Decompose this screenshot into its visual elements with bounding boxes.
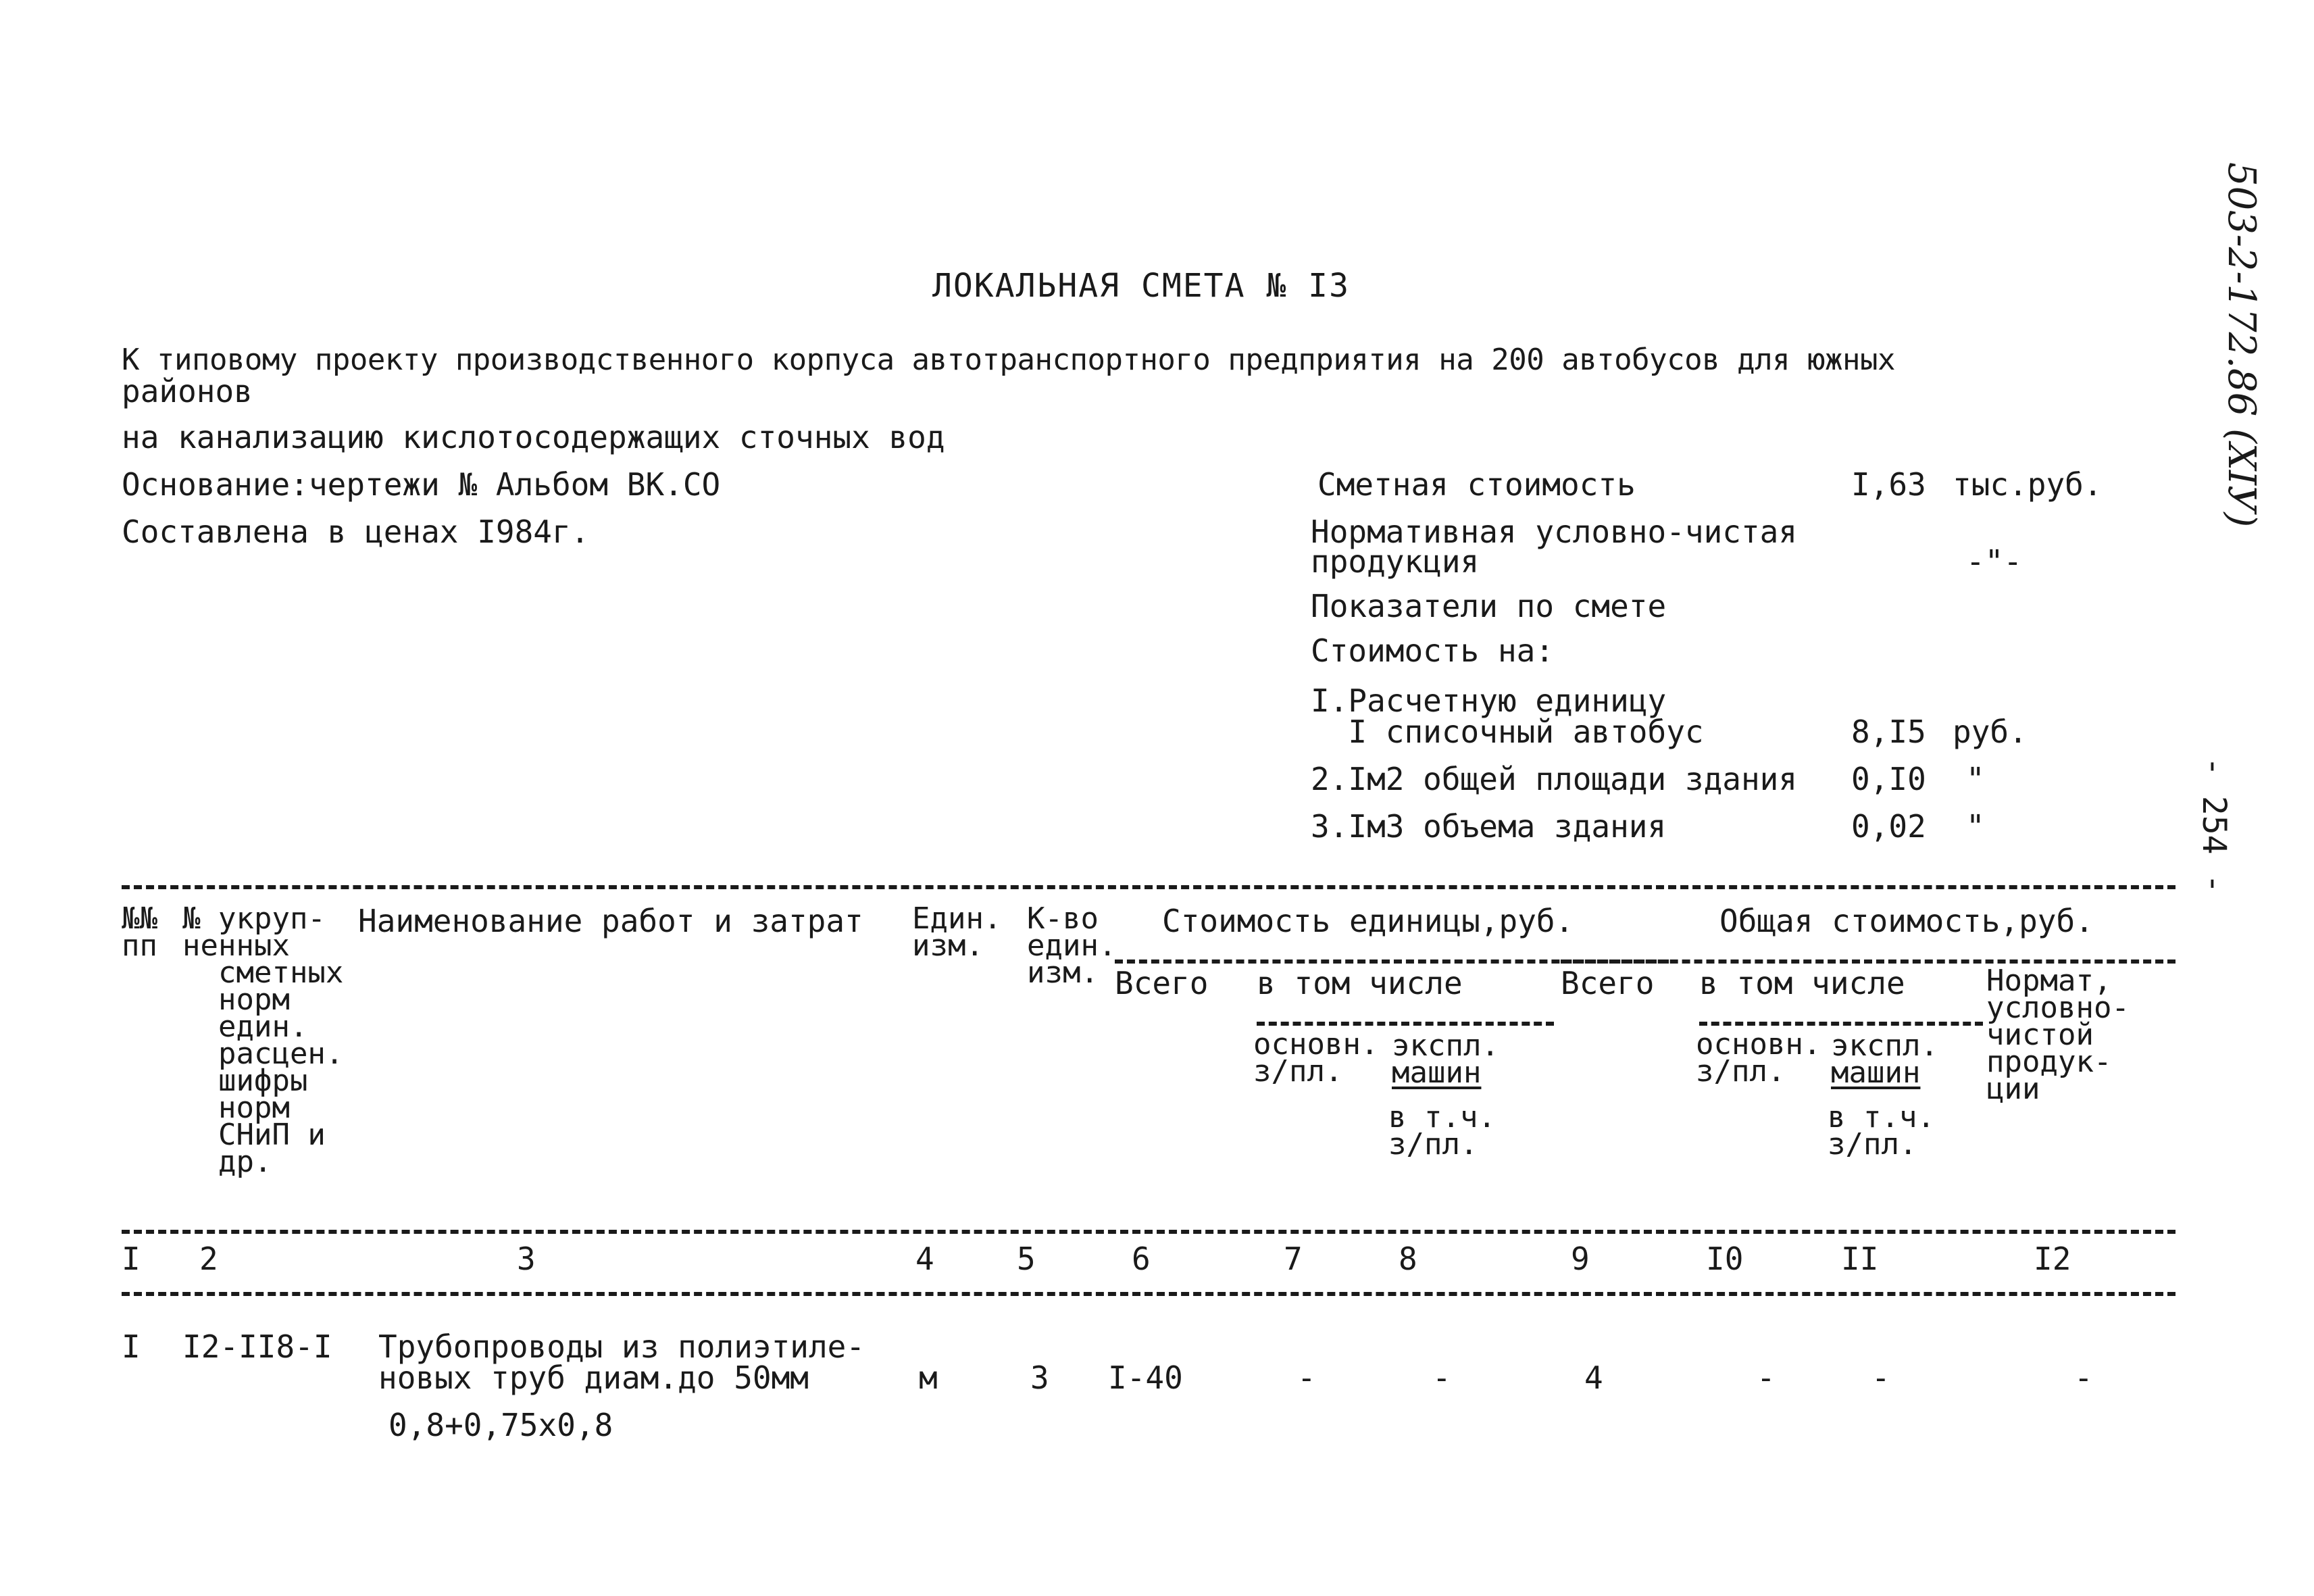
- normative-value: -"-: [1966, 543, 2023, 580]
- normative-label-1: Нормативная условно-чистая: [1311, 514, 1798, 550]
- indicator-3-value: 0,02: [1851, 808, 1926, 845]
- column-number-9: 9: [1571, 1241, 1590, 1277]
- estimated-cost-label: Сметная стоимость: [1317, 466, 1636, 503]
- header-col-8-a: экспл.: [1392, 1028, 1499, 1063]
- indicator-2-value: 0,I0: [1851, 761, 1926, 797]
- subject-line: на канализацию кислотосодержащих сточных вод: [122, 419, 945, 455]
- header-col-3: Наименование работ и затрат: [358, 903, 863, 939]
- header-col-10: основн. з/пл.: [1696, 1027, 1821, 1089]
- margin-document-code: 503-2-172.86 (XIУ): [2219, 162, 2263, 528]
- column-number-3: 3: [517, 1241, 536, 1277]
- normative-label-2: продукция: [1311, 543, 1480, 580]
- header-col-12: Нормат, условно- чистой продук- ции: [1986, 964, 2130, 1106]
- project-line-2: районов: [122, 373, 253, 409]
- header-col-8-c: в т.ч. з/пл.: [1388, 1100, 1496, 1162]
- indicator-2-unit: ": [1966, 761, 1985, 797]
- header-col-11-b: машин: [1831, 1055, 1921, 1090]
- page-number: - 254 -: [2195, 757, 2233, 894]
- indicator-1-value: 8,I5: [1851, 714, 1926, 750]
- row-total-wage: -: [1757, 1360, 1776, 1396]
- header-col-5: К-во един. изм.: [1027, 901, 1117, 990]
- header-col-4: Един. изм.: [912, 901, 1002, 963]
- column-numbers-top-rule: [122, 1230, 2175, 1234]
- row-total-machine: -: [1871, 1360, 1890, 1396]
- header-col-2: № укруп- ненных сметных норм един. расцен. шифры норм СНиП и др.: [182, 901, 344, 1179]
- cost-for-label: Стоимость на:: [1311, 632, 1555, 669]
- header-unit-cost-group: Стоимость единицы,руб.: [1162, 903, 1574, 939]
- indicator-3-unit: ": [1966, 808, 1985, 845]
- header-col-7: основн. з/пл.: [1253, 1027, 1379, 1089]
- indicators-label: Показатели по смете: [1311, 588, 1667, 624]
- row-unit-machine: -: [1432, 1360, 1451, 1396]
- estimated-cost-value: I,63: [1851, 466, 1926, 503]
- column-number-4: 4: [915, 1241, 934, 1277]
- row-name-line-3: 0,8+0,75х0,8: [388, 1407, 613, 1443]
- row-name-line-2: новых труб диам.до 50мм: [378, 1360, 809, 1396]
- row-name-line-1: Трубопроводы из полиэтиле-: [378, 1328, 865, 1365]
- column-number-6: 6: [1132, 1241, 1151, 1277]
- header-incl-unit: в том числе: [1257, 965, 1463, 1001]
- indicator-1-line-2: I списочный автобус: [1311, 714, 1704, 750]
- header-col-11-c: в т.ч. з/пл.: [1828, 1100, 1935, 1162]
- column-numbers-bottom-rule: [122, 1292, 2175, 1296]
- project-line-1: К типовому проекту производственного корпуса автотранспортного предприятия на 200 автобусов для южных: [122, 343, 1896, 377]
- header-col-11-a: экспл.: [1831, 1028, 1938, 1063]
- row-unit-wage: -: [1297, 1360, 1316, 1396]
- column-number-10: I0: [1706, 1241, 1744, 1277]
- header-col-9: Всего: [1561, 965, 1655, 1001]
- column-number-12: I2: [2034, 1241, 2071, 1277]
- header-col-6: Всего: [1115, 965, 1209, 1001]
- row-total: 4: [1584, 1360, 1603, 1396]
- row-unit-total: I-40: [1108, 1360, 1183, 1396]
- row-quantity: 3: [1030, 1360, 1049, 1396]
- row-code: I2-II8-I: [182, 1328, 332, 1365]
- incl-unit-rule: [1257, 1022, 1554, 1026]
- basis-line: Основание:чертежи № Альбом ВК.СО: [122, 466, 721, 503]
- prices-line: Составлена в ценах I984г.: [122, 514, 590, 550]
- row-number: I: [122, 1328, 141, 1365]
- indicator-3-label: 3.Iм3 объема здания: [1311, 808, 1667, 845]
- incl-total-rule: [1699, 1022, 1983, 1026]
- column-number-8: 8: [1399, 1241, 1417, 1277]
- header-col-8-b: машин: [1392, 1055, 1482, 1090]
- indicator-1-line-1: I.Расчетную единицу: [1311, 682, 1667, 719]
- header-incl-total: в том числе: [1699, 965, 1905, 1001]
- header-total-cost-group: Общая стоимость,руб.: [1719, 903, 2094, 939]
- column-number-7: 7: [1284, 1241, 1303, 1277]
- row-unit: м: [919, 1360, 938, 1396]
- indicator-1-unit: руб.: [1953, 714, 2028, 750]
- column-number-5: 5: [1017, 1241, 1036, 1277]
- column-number-1: I: [122, 1241, 141, 1277]
- column-number-2: 2: [199, 1241, 218, 1277]
- table-top-rule: [122, 885, 2175, 889]
- header-col-1: №№ пп: [122, 901, 157, 963]
- column-number-11: II: [1841, 1241, 1879, 1277]
- row-normative: -: [2074, 1360, 2093, 1396]
- estimated-cost-unit: тыс.руб.: [1953, 466, 2103, 503]
- indicator-2-label: 2.Iм2 общей площади здания: [1311, 761, 1798, 797]
- document-title: ЛОКАЛЬНАЯ СМЕТА № I3: [932, 267, 1350, 305]
